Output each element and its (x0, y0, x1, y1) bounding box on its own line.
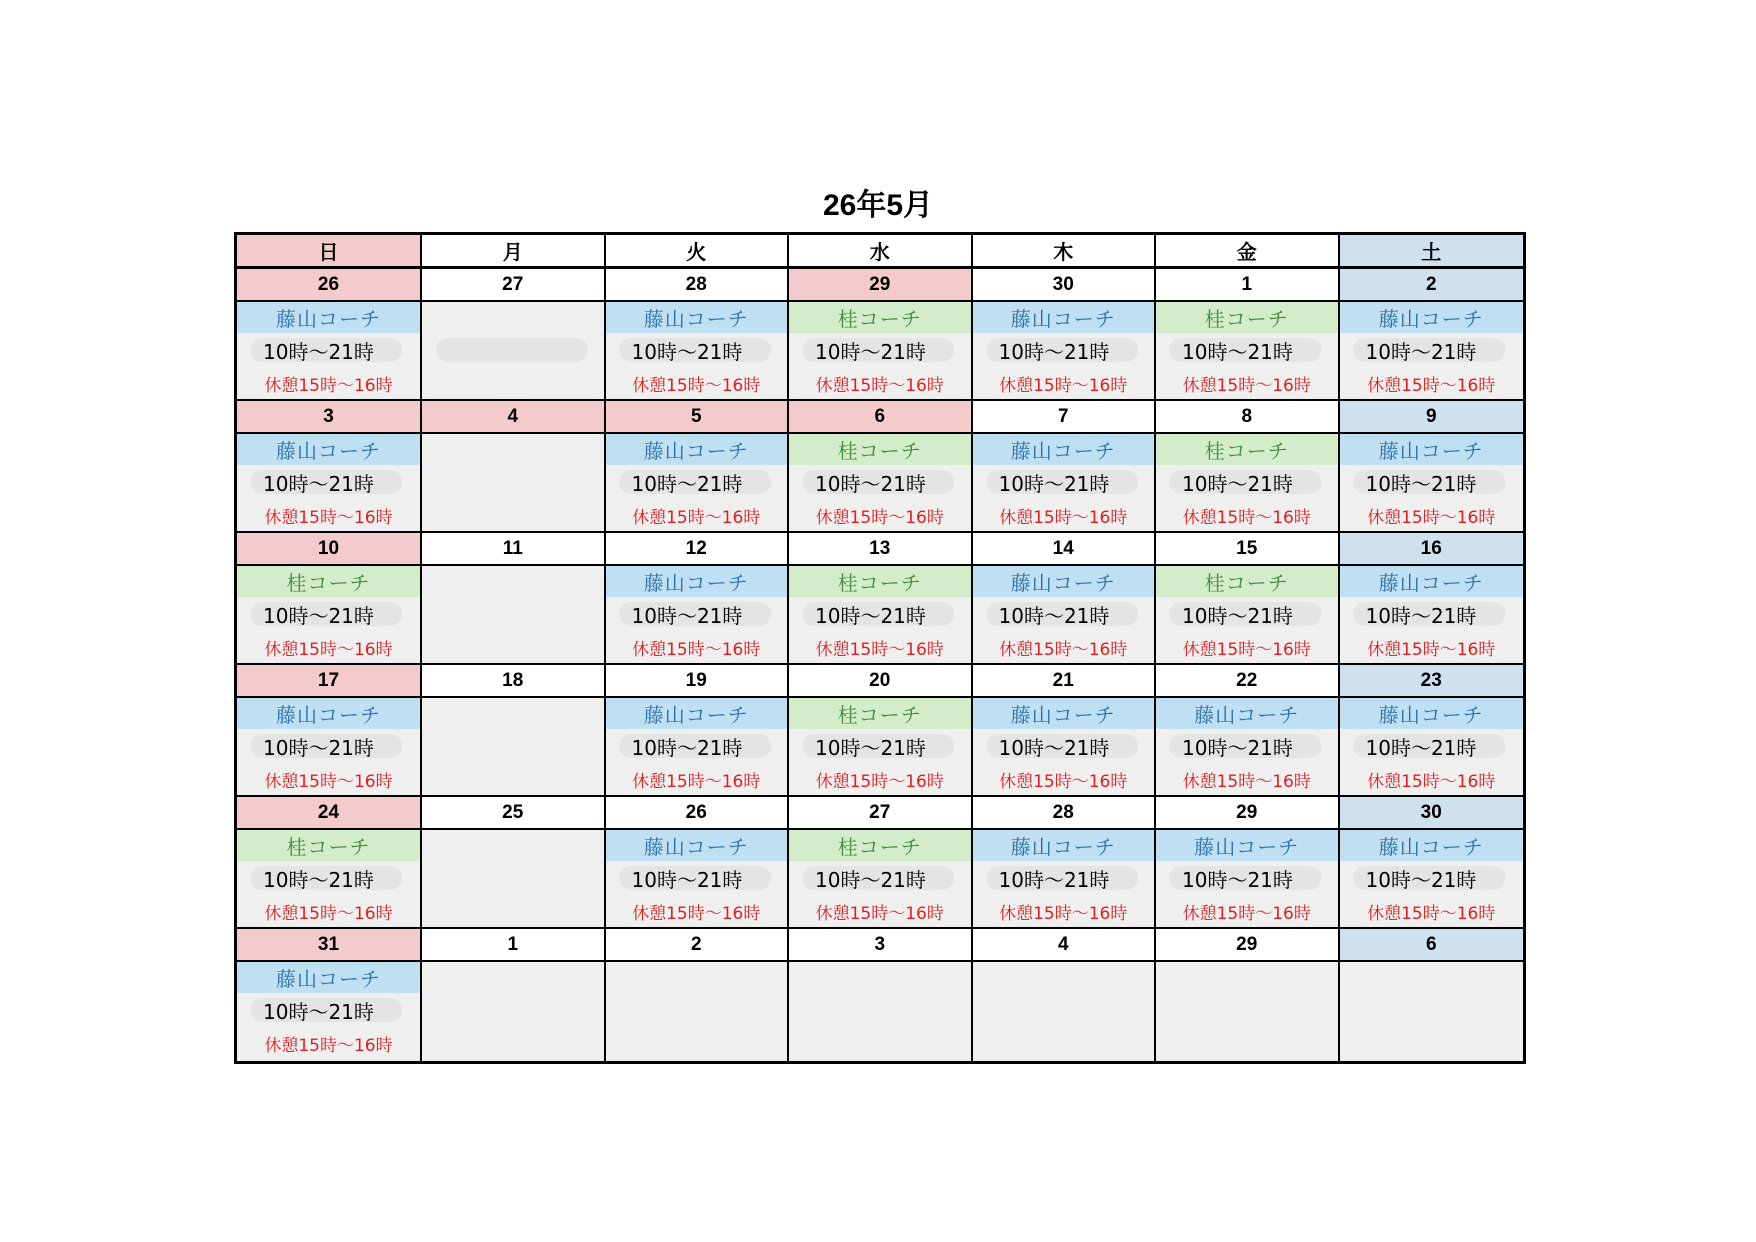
hours-row (1340, 465, 1524, 499)
date-cell: 6 (789, 401, 973, 434)
weekday-header-tue: 火 (606, 235, 790, 269)
business-hours: 10時〜21時 (1169, 734, 1321, 758)
day-schedule-cell[interactable] (237, 830, 422, 929)
break-time: 休憩15時〜16時 (999, 507, 1128, 528)
hours-row (1156, 729, 1338, 763)
break-time: 休憩15時〜16時 (632, 375, 761, 396)
hours-row (789, 729, 971, 763)
weekday-header-thu: 木 (973, 235, 1157, 269)
date-cell: 17 (237, 665, 422, 698)
hours-row (1156, 861, 1338, 895)
break-time: 休憩15時〜16時 (264, 903, 393, 924)
hours-row (789, 465, 971, 499)
coach-label: 藤山コーチ (237, 698, 420, 729)
date-cell: 23 (1340, 665, 1524, 698)
break-time: 休憩15時〜16時 (1367, 507, 1496, 528)
hours-row (237, 729, 420, 763)
date-cell: 22 (1156, 665, 1340, 698)
day-schedule-cell[interactable] (422, 830, 606, 929)
break-time: 休憩15時〜16時 (999, 771, 1128, 792)
date-cell: 5 (606, 401, 790, 434)
hours-row (606, 465, 788, 499)
business-hours: 10時〜21時 (1169, 338, 1321, 362)
coach-label: 藤山コーチ (1340, 830, 1524, 861)
weekday-header-mon: 月 (422, 235, 606, 269)
date-cell: 30 (973, 269, 1157, 302)
date-cell: 1 (422, 929, 606, 962)
hours-row (237, 597, 420, 631)
date-cell: 16 (1340, 533, 1524, 566)
day-schedule-cell[interactable] (606, 434, 790, 533)
business-hours: 10時〜21時 (986, 470, 1138, 494)
coach-label: 藤山コーチ (237, 962, 420, 993)
business-hours: 10時〜21時 (802, 470, 954, 494)
business-hours: 10時〜21時 (619, 866, 771, 890)
date-cell: 26 (606, 797, 790, 830)
business-hours: 10時〜21時 (986, 866, 1138, 890)
date-cell: 2 (1340, 269, 1524, 302)
hours-row (789, 333, 971, 367)
day-schedule-cell[interactable] (1340, 962, 1524, 1061)
hours-row (789, 597, 971, 631)
day-schedule-cell[interactable] (973, 698, 1157, 797)
day-schedule-cell[interactable] (789, 830, 973, 929)
break-time: 休憩15時〜16時 (632, 771, 761, 792)
calendar-grid (234, 232, 1526, 1064)
business-hours: 10時〜21時 (619, 734, 771, 758)
day-schedule-cell[interactable] (1340, 566, 1524, 665)
coach-label: 藤山コーチ (1156, 830, 1338, 861)
date-cell: 9 (1340, 401, 1524, 434)
business-hours: 10時〜21時 (1353, 338, 1505, 362)
hours-row (973, 333, 1155, 367)
hours-row (237, 993, 420, 1027)
coach-label: 藤山コーチ (1340, 698, 1524, 729)
business-hours: 10時〜21時 (802, 602, 954, 626)
date-cell: 29 (1156, 797, 1340, 830)
hours-row (973, 465, 1155, 499)
coach-label: 藤山コーチ (606, 566, 788, 597)
hours-row (1156, 597, 1338, 631)
business-hours: 10時〜21時 (802, 338, 954, 362)
break-time: 休憩15時〜16時 (815, 507, 944, 528)
business-hours: 10時〜21時 (1169, 602, 1321, 626)
hours-row (973, 597, 1155, 631)
break-time: 休憩15時〜16時 (264, 771, 393, 792)
coach-label: 藤山コーチ (1340, 566, 1524, 597)
date-cell: 12 (606, 533, 790, 566)
date-cell: 27 (789, 797, 973, 830)
coach-label: 藤山コーチ (973, 302, 1155, 333)
coach-label: 藤山コーチ (973, 830, 1155, 861)
break-time: 休憩15時〜16時 (999, 375, 1128, 396)
day-schedule-cell[interactable] (237, 434, 422, 533)
day-schedule-cell[interactable] (237, 566, 422, 665)
weekday-header-wed: 水 (789, 235, 973, 269)
coach-label: 藤山コーチ (606, 830, 788, 861)
business-hours: 10時〜21時 (1353, 734, 1505, 758)
day-schedule-cell[interactable] (422, 302, 606, 401)
break-time: 休憩15時〜16時 (1367, 375, 1496, 396)
break-time: 休憩15時〜16時 (1182, 375, 1311, 396)
date-cell: 13 (789, 533, 973, 566)
hours-row (1340, 729, 1524, 763)
date-cell: 29 (789, 269, 973, 302)
date-cell: 7 (973, 401, 1157, 434)
day-schedule-cell[interactable] (606, 302, 790, 401)
hours-row (973, 861, 1155, 895)
coach-label: 藤山コーチ (1340, 302, 1524, 333)
business-hours: 10時〜21時 (619, 338, 771, 362)
break-time: 休憩15時〜16時 (815, 375, 944, 396)
day-schedule-cell[interactable] (1156, 830, 1340, 929)
date-cell: 30 (1340, 797, 1524, 830)
break-time: 休憩15時〜16時 (1367, 903, 1496, 924)
day-schedule-cell[interactable] (973, 302, 1157, 401)
day-schedule-cell[interactable] (606, 830, 790, 929)
day-schedule-cell[interactable] (789, 698, 973, 797)
day-schedule-cell[interactable] (1156, 698, 1340, 797)
break-time: 休憩15時〜16時 (1367, 639, 1496, 660)
coach-label: 桂コーチ (1156, 566, 1338, 597)
weekday-header-sat: 土 (1340, 235, 1524, 269)
date-cell: 4 (973, 929, 1157, 962)
date-cell: 3 (789, 929, 973, 962)
break-time: 休憩15時〜16時 (1182, 507, 1311, 528)
business-hours: 10時〜21時 (1353, 470, 1505, 494)
break-time: 休憩15時〜16時 (264, 639, 393, 660)
date-cell: 31 (237, 929, 422, 962)
business-hours: 10時〜21時 (1353, 602, 1505, 626)
coach-label: 藤山コーチ (973, 434, 1155, 465)
date-cell: 24 (237, 797, 422, 830)
break-time: 休憩15時〜16時 (264, 1035, 393, 1056)
day-schedule-cell[interactable] (789, 962, 973, 1061)
hours-row (1156, 465, 1338, 499)
business-hours: 10時〜21時 (1169, 866, 1321, 890)
calendar-title: 26年5月 (822, 189, 934, 222)
business-hours: 10時〜21時 (250, 602, 402, 626)
hours-row (237, 465, 420, 499)
break-time: 休憩15時〜16時 (999, 639, 1128, 660)
break-time: 休憩15時〜16時 (632, 639, 761, 660)
hours-row (237, 333, 420, 367)
day-schedule-cell[interactable] (1340, 698, 1524, 797)
date-cell: 10 (237, 533, 422, 566)
hours-row (1340, 861, 1524, 895)
day-schedule-cell[interactable] (789, 566, 973, 665)
day-schedule-cell[interactable] (606, 962, 790, 1061)
date-cell: 29 (1156, 929, 1340, 962)
coach-label: 桂コーチ (237, 830, 420, 861)
coach-label: 桂コーチ (789, 302, 971, 333)
day-schedule-cell[interactable] (237, 698, 422, 797)
day-schedule-cell[interactable] (1156, 302, 1340, 401)
hours-row (606, 729, 788, 763)
coach-label: 桂コーチ (237, 566, 420, 597)
date-cell: 26 (237, 269, 422, 302)
day-schedule-cell[interactable] (422, 566, 606, 665)
date-cell: 4 (422, 401, 606, 434)
coach-label: 桂コーチ (1156, 434, 1338, 465)
date-cell: 21 (973, 665, 1157, 698)
coach-label: 桂コーチ (789, 698, 971, 729)
break-time: 休憩15時〜16時 (632, 507, 761, 528)
business-hours: 10時〜21時 (802, 866, 954, 890)
coach-label: 藤山コーチ (1156, 698, 1338, 729)
break-time: 休憩15時〜16時 (264, 375, 393, 396)
date-cell: 14 (973, 533, 1157, 566)
day-schedule-cell[interactable] (1340, 830, 1524, 929)
date-cell: 6 (1340, 929, 1524, 962)
coach-label: 藤山コーチ (606, 698, 788, 729)
break-time: 休憩15時〜16時 (632, 903, 761, 924)
day-schedule-cell[interactable] (606, 698, 790, 797)
empty-hours-pill (436, 338, 588, 362)
day-schedule-cell[interactable] (422, 962, 606, 1061)
break-time: 休憩15時〜16時 (1182, 771, 1311, 792)
hours-row (606, 861, 788, 895)
day-schedule-cell[interactable] (973, 830, 1157, 929)
day-schedule-cell[interactable] (1340, 302, 1524, 401)
business-hours: 10時〜21時 (1353, 866, 1505, 890)
hours-row (1340, 597, 1524, 631)
business-hours: 10時〜21時 (802, 734, 954, 758)
day-schedule-cell[interactable] (1156, 962, 1340, 1061)
business-hours: 10時〜21時 (250, 734, 402, 758)
coach-label: 藤山コーチ (237, 302, 420, 333)
coach-label: 桂コーチ (789, 434, 971, 465)
date-cell: 3 (237, 401, 422, 434)
day-schedule-cell[interactable] (789, 434, 973, 533)
coach-label: 藤山コーチ (973, 698, 1155, 729)
break-time: 休憩15時〜16時 (815, 903, 944, 924)
day-schedule-cell[interactable] (606, 566, 790, 665)
day-schedule-cell[interactable] (237, 962, 422, 1061)
break-time: 休憩15時〜16時 (264, 507, 393, 528)
hours-row (606, 597, 788, 631)
day-schedule-cell[interactable] (973, 434, 1157, 533)
date-cell: 19 (606, 665, 790, 698)
business-hours: 10時〜21時 (1169, 470, 1321, 494)
coach-label: 藤山コーチ (237, 434, 420, 465)
business-hours: 10時〜21時 (986, 602, 1138, 626)
day-schedule-cell[interactable] (422, 698, 606, 797)
break-time: 休憩15時〜16時 (1367, 771, 1496, 792)
date-cell: 28 (973, 797, 1157, 830)
date-cell: 25 (422, 797, 606, 830)
day-schedule-cell[interactable] (1340, 434, 1524, 533)
business-hours: 10時〜21時 (250, 338, 402, 362)
date-cell: 8 (1156, 401, 1340, 434)
break-time: 休憩15時〜16時 (1182, 639, 1311, 660)
business-hours: 10時〜21時 (986, 338, 1138, 362)
hours-row (789, 861, 971, 895)
business-hours: 10時〜21時 (250, 470, 402, 494)
date-cell: 27 (422, 269, 606, 302)
break-time: 休憩15時〜16時 (999, 903, 1128, 924)
business-hours: 10時〜21時 (619, 470, 771, 494)
weekday-header-fri: 金 (1156, 235, 1340, 269)
date-cell: 1 (1156, 269, 1340, 302)
coach-label: 桂コーチ (789, 830, 971, 861)
business-hours: 10時〜21時 (250, 866, 402, 890)
day-schedule-cell[interactable] (1156, 434, 1340, 533)
break-time: 休憩15時〜16時 (1182, 903, 1311, 924)
hours-row (973, 729, 1155, 763)
business-hours: 10時〜21時 (619, 602, 771, 626)
day-schedule-cell[interactable] (789, 302, 973, 401)
break-time: 休憩15時〜16時 (815, 639, 944, 660)
day-schedule-cell[interactable] (1156, 566, 1340, 665)
date-cell: 20 (789, 665, 973, 698)
coach-label: 藤山コーチ (606, 302, 788, 333)
break-time: 休憩15時〜16時 (815, 771, 944, 792)
date-cell: 2 (606, 929, 790, 962)
coach-label: 桂コーチ (789, 566, 971, 597)
date-cell: 11 (422, 533, 606, 566)
coach-label: 藤山コーチ (1340, 434, 1524, 465)
date-cell: 18 (422, 665, 606, 698)
coach-label: 藤山コーチ (606, 434, 788, 465)
business-hours: 10時〜21時 (986, 734, 1138, 758)
day-schedule-cell[interactable] (973, 962, 1157, 1061)
day-schedule-cell[interactable] (973, 566, 1157, 665)
coach-label: 桂コーチ (1156, 302, 1338, 333)
date-cell: 15 (1156, 533, 1340, 566)
date-cell: 28 (606, 269, 790, 302)
hours-row (1156, 333, 1338, 367)
hours-row (1340, 333, 1524, 367)
day-schedule-cell[interactable] (422, 434, 606, 533)
coach-label: 藤山コーチ (973, 566, 1155, 597)
business-hours: 10時〜21時 (250, 998, 402, 1022)
day-schedule-cell[interactable] (237, 302, 422, 401)
hours-row (237, 861, 420, 895)
hours-row (606, 333, 788, 367)
weekday-header-sun: 日 (237, 235, 422, 269)
